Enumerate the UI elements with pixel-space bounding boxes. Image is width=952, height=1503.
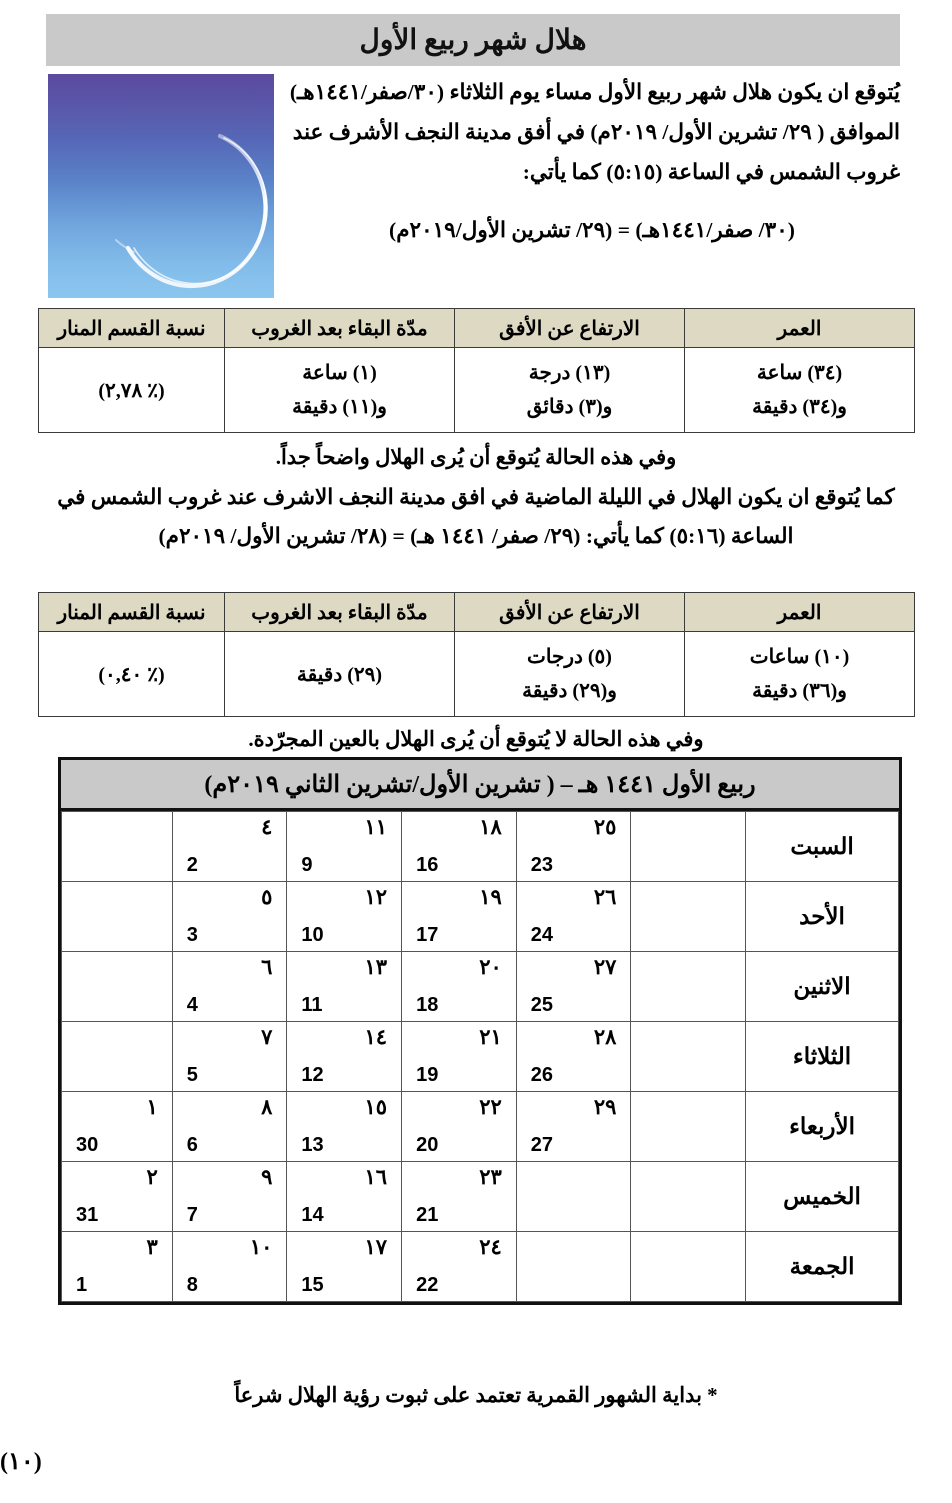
gregorian-date: 7 [186, 1204, 198, 1226]
calendar-row [62, 1092, 899, 1162]
intro-equation: (٣٠/ صفر/١٤٤١هـ) = (٢٩/ تشرين الأول/٢٠١٩م) [389, 218, 795, 242]
hijri-date: ٢٠ [479, 955, 502, 979]
gregorian-date: 3 [186, 924, 198, 946]
gregorian-date: 17 [416, 924, 439, 946]
cell-altitude-line1: (١٣) درجة [528, 362, 611, 384]
calendar-day-cell[interactable] [402, 952, 517, 1022]
calendar-day-cell[interactable] [287, 1162, 402, 1232]
calendar-day-cell[interactable] [516, 1162, 631, 1232]
gregorian-date: 30 [76, 1134, 99, 1156]
hijri-date: ١٣ [364, 955, 388, 979]
gregorian-date: 5 [186, 1064, 198, 1086]
calendar-day-name: السبت [746, 812, 899, 882]
hijri-date: ٢ [146, 1165, 158, 1189]
calendar-day-cell[interactable] [62, 1092, 173, 1162]
calendar-day-cell[interactable] [287, 952, 402, 1022]
gregorian-date: 16 [416, 854, 439, 876]
calendar-header [61, 760, 899, 811]
gregorian-date: 6 [186, 1134, 198, 1156]
hijri-date: ١٤ [364, 1025, 388, 1049]
gregorian-date: 27 [530, 1134, 553, 1156]
hijri-date: ٢٣ [479, 1165, 502, 1189]
crescent-moon-image [48, 74, 274, 298]
intro-paragraph: يُتوقع ان يكون هلال شهر ربيع الأول مساء يوم الثلاثاء (٣٠/صفر/١٤٤١هـ) الموافق ( ٢٩/ تشرين الأول/ ٢٠١٩م) في أفق مدينة النجف الأشرف عند غروب الشمس في الساعة (٥:١٥) كما يأتي: [289, 80, 900, 184]
month-calendar [58, 757, 902, 1305]
calendar-row [62, 952, 899, 1022]
calendar-day-cell[interactable] [287, 812, 402, 882]
gregorian-date: 15 [301, 1274, 324, 1296]
hijri-date: ١٦ [364, 1165, 388, 1189]
calendar-day-cell[interactable] [631, 1022, 746, 1092]
calendar-day-cell[interactable] [631, 1162, 746, 1232]
column-header-illumination: نسبة القسم المنار [39, 309, 225, 348]
hijri-date: ١ [146, 1095, 158, 1119]
hijri-date: ١٨ [479, 815, 502, 839]
calendar-day-name: الثلاثاء [746, 1022, 899, 1092]
hijri-date: ١١ [364, 815, 388, 839]
hijri-date: ٧ [261, 1025, 273, 1049]
calendar-day-cell[interactable] [172, 882, 287, 952]
hijri-date: ١٧ [364, 1235, 388, 1259]
calendar-day-cell[interactable] [402, 1162, 517, 1232]
gregorian-date: 12 [301, 1064, 324, 1086]
calendar-day-cell[interactable] [516, 1092, 631, 1162]
hijri-date: ١٢ [364, 885, 388, 909]
cell-age-line1: (١٠) ساعات [749, 646, 850, 668]
calendar-day-cell[interactable] [516, 812, 631, 882]
gregorian-date: 18 [416, 994, 439, 1016]
cell-altitude-line1: (٥) درجات [527, 646, 612, 668]
hijri-date: ٣ [146, 1235, 158, 1259]
hijri-date: ١٥ [364, 1095, 388, 1119]
table-header-row [39, 309, 915, 348]
calendar-grid [61, 811, 899, 1302]
hijri-date: ٩ [261, 1165, 273, 1189]
calendar-day-cell[interactable] [62, 882, 173, 952]
gregorian-date: 19 [416, 1064, 439, 1086]
cell-altitude [455, 632, 685, 717]
gregorian-date: 24 [530, 924, 553, 946]
gregorian-date: 25 [530, 994, 553, 1016]
table-row [39, 632, 915, 717]
cell-age-line2: و(٣٤) دقيقة [752, 396, 847, 418]
calendar-day-cell[interactable] [402, 1092, 517, 1162]
calendar-row [62, 882, 899, 952]
calendar-day-cell[interactable] [172, 1092, 287, 1162]
calendar-row [62, 1232, 899, 1302]
gregorian-date: 10 [301, 924, 324, 946]
intro-section [46, 70, 900, 298]
calendar-row [62, 1162, 899, 1232]
calendar-day-cell[interactable] [172, 952, 287, 1022]
column-header-duration: مدّة البقاء بعد الغروب [225, 593, 455, 632]
calendar-day-cell[interactable] [62, 952, 173, 1022]
calendar-day-cell[interactable] [516, 882, 631, 952]
table-header-row [39, 593, 915, 632]
cell-altitude [455, 348, 685, 433]
hijri-date: ٢٩ [593, 1095, 617, 1119]
calendar-day-cell[interactable] [402, 1232, 517, 1302]
calendar-day-cell[interactable] [631, 952, 746, 1022]
page-title-bar [46, 14, 900, 66]
column-header-illumination: نسبة القسم المنار [39, 593, 225, 632]
cell-illumination: (٪ ٢,٧٨) [39, 348, 225, 433]
gregorian-date: 14 [301, 1204, 324, 1226]
caption-visible-note: وفي هذه الحالة يُتوقع أن يُرى الهلال واضحاً جداً. [275, 445, 677, 469]
calendar-day-cell[interactable] [172, 1022, 287, 1092]
cell-altitude-line2: و(٢٩) دقيقة [522, 680, 617, 702]
hijri-date: ٥ [261, 885, 273, 909]
hijri-date: ٢٥ [593, 815, 617, 839]
cell-duration-line2: و(١١) دقيقة [292, 396, 387, 418]
calendar-day-cell[interactable] [631, 1092, 746, 1162]
calendar-day-cell[interactable] [287, 1232, 402, 1302]
cell-age [685, 348, 915, 433]
hijri-date: ٢٢ [479, 1095, 502, 1119]
cell-duration: (٢٩) دقيقة [225, 632, 455, 717]
gregorian-date: 4 [186, 994, 198, 1016]
calendar-day-name: الأربعاء [746, 1092, 899, 1162]
gregorian-date: 2 [186, 854, 198, 876]
hijri-date: ٨ [261, 1095, 273, 1119]
calendar-day-cell[interactable] [402, 1022, 517, 1092]
calendar-day-cell[interactable] [172, 1162, 287, 1232]
gregorian-date: 1 [76, 1274, 88, 1296]
hijri-date: ١٠ [249, 1235, 273, 1259]
hijri-date: ٢٧ [593, 955, 617, 979]
calendar-day-cell[interactable] [516, 1232, 631, 1302]
page-number: (١٠) [0, 1449, 42, 1475]
gregorian-date: 11 [301, 994, 323, 1016]
calendar-day-cell[interactable] [172, 1232, 287, 1302]
calendar-day-cell[interactable] [631, 812, 746, 882]
cell-altitude-line2: و(٣) دقائق [526, 396, 613, 418]
calendar-day-cell[interactable] [287, 1022, 402, 1092]
cell-age-line1: (٣٤) ساعة [756, 362, 843, 384]
page-title: هلال شهر ربيع الأول [359, 25, 587, 56]
calendar-day-name: الجمعة [746, 1232, 899, 1302]
calendar-day-cell[interactable] [402, 812, 517, 882]
calendar-day-name: الخميس [746, 1162, 899, 1232]
hijri-date: ٢٤ [479, 1235, 502, 1259]
gregorian-date: 20 [416, 1134, 439, 1156]
calendar-row [62, 1022, 899, 1092]
calendar-day-cell[interactable] [62, 1232, 173, 1302]
hijri-date: ٤ [261, 815, 273, 839]
calendar-day-cell[interactable] [172, 812, 287, 882]
footnote: * بداية الشهور القمرية تعتمد على ثبوت رؤية الهلال شرعاً [234, 1383, 718, 1407]
calendar-day-cell[interactable] [62, 812, 173, 882]
gregorian-date: 21 [416, 1204, 439, 1226]
calendar-day-cell[interactable] [62, 1022, 173, 1092]
column-header-duration: مدّة البقاء بعد الغروب [225, 309, 455, 348]
gregorian-date: 13 [301, 1134, 324, 1156]
gregorian-date: 31 [76, 1204, 99, 1226]
column-header-altitude: الارتفاع عن الأفق [455, 593, 685, 632]
calendar-day-cell[interactable] [402, 882, 517, 952]
cell-age-line2: و(٣٦) دقيقة [752, 680, 847, 702]
caption-not-visible-note: وفي هذه الحالة لا يُتوقع أن يُرى الهلال بالعين المجرّدة. [248, 727, 704, 751]
calendar-day-cell[interactable] [631, 882, 746, 952]
gregorian-date: 9 [301, 854, 313, 876]
hijri-date: ٢١ [479, 1025, 502, 1049]
calendar-day-cell[interactable] [516, 1022, 631, 1092]
cell-duration-line1: (١) ساعة [302, 362, 377, 384]
hijri-date: ١٩ [479, 885, 502, 909]
calendar-row [62, 812, 899, 882]
gregorian-date: 26 [530, 1064, 553, 1086]
calendar-day-cell[interactable] [62, 1162, 173, 1232]
calendar-day-cell[interactable] [287, 882, 402, 952]
cell-illumination: (٪ ٠,٤٠) [39, 632, 225, 717]
calendar-day-cell[interactable] [287, 1092, 402, 1162]
calendar-day-cell[interactable] [631, 1232, 746, 1302]
gregorian-date: 22 [416, 1274, 439, 1296]
hijri-date: ٢٨ [593, 1025, 617, 1049]
cell-duration [225, 348, 455, 433]
hilal-data-table-2 [38, 592, 915, 717]
gregorian-date: 8 [186, 1274, 198, 1296]
hilal-data-table-1 [38, 308, 915, 433]
cell-age [685, 632, 915, 717]
table-row [39, 348, 915, 433]
calendar-day-name: الاثنين [746, 952, 899, 1022]
calendar-day-name: الأحد [746, 882, 899, 952]
column-header-age: العمر [685, 309, 915, 348]
column-header-age: العمر [685, 593, 915, 632]
gregorian-date: 23 [530, 854, 553, 876]
hijri-date: ٢٦ [593, 885, 617, 909]
column-header-altitude: الارتفاع عن الأفق [455, 309, 685, 348]
calendar-day-cell[interactable] [516, 952, 631, 1022]
hijri-date: ٦ [261, 955, 273, 979]
calendar-header-text: ربيع الأول ١٤٤١ هـ – ( تشرين الأول/تشرين الثاني ٢٠١٩م) [204, 771, 756, 798]
previous-night-paragraph: كما يُتوقع ان يكون الهلال في الليلة الماضية في افق مدينة النجف الاشرف عند غروب الشمس في الساعة (٥:١٦) كما يأتي: (٢٩/ صفر/ ١٤٤١ هـ) = (٢٨/ تشرين الأول/ ٢٠١٩م) [57, 485, 895, 548]
